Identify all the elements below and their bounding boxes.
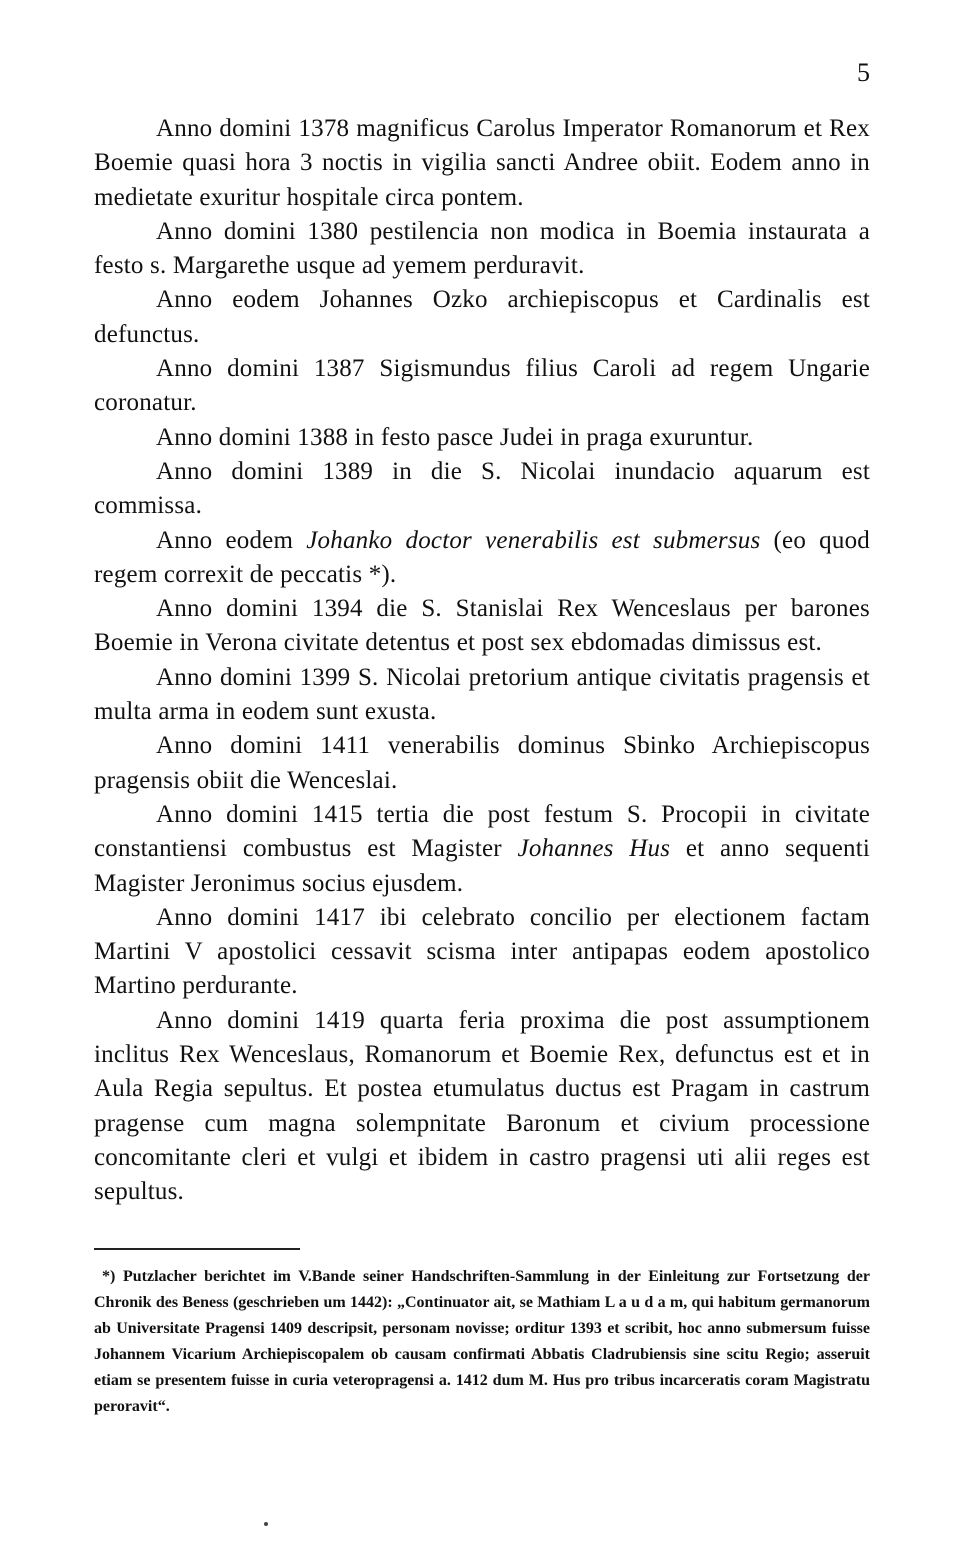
entry-1419: Anno domini 1419 quarta feria proxima die post assumptionem inclitus Rex Wenceslaus, Romanorum et Boemie Rex, defunctus est et in Aula Regia sepultus. Et postea etumulatus ductus est Pragam in castrum pragense cum magna solempnitate Baronum et civium processione concomitante cleri et vulgi et ibidem in castro pragensi uti alii reges est sepultus. xyxy=(94,1006,870,1206)
footnote: *) Putzlacher berichtet im V.Bande seiner Handschriften-Sammlung in der Einleitung zur Fortsetzung der Chronik des Beness (geschrieben um 1442): „Continuator ait, se Mathiam L a u d a m, qui habitum germanorum ab Universitate Pragensi 1409 descripsit, personam novisse; orditur 1393 et scribit, hoc anno submersum fuisse Johannem Vicarium Archiepiscopalem ob causam confirmati Abbatis Cladrubiensis sine scitu Regio; asseruit etiam se presentem fuisse in curia veteropragensi a. 1412 dum M. Hus pro tribus incarceratis coram Magistratu peroravit“. xyxy=(94,1268,870,1415)
entry-1380: Anno domini 1380 pestilencia non modica in Boemia instaurata a festo s. Margarethe usque ad yemem perduravit. xyxy=(94,217,870,280)
entry-ozko: Anno eodem Johannes Ozko archiepiscopus et Cardinalis est defunctus. xyxy=(94,286,870,348)
entry-johanko-italic: Johanko doctor venerabilis est submersus xyxy=(306,526,761,554)
entry-johanko-before: Anno eodem xyxy=(156,526,307,554)
entry-1417: Anno domini 1417 ibi celebrato concilio per electionem factam Martini V apostolici cessavit scisma inter antipapas eodem apostolico Martino perdurante. xyxy=(94,903,870,1000)
print-speck xyxy=(264,1522,268,1526)
entry-1394: Anno domini 1394 die S. Stanislai Rex Wenceslaus per barones Boemie in Verona civitate detentus et post sex ebdomadas dimissus est. xyxy=(94,595,870,657)
entry-johanko xyxy=(94,524,870,593)
footnote-divider xyxy=(94,1248,300,1250)
entry-1415-after: et anno sequenti Magister Jeronimus socius ejusdem. xyxy=(94,835,870,897)
entry-johanko-after: (eo quod regem correxit de peccatis *). xyxy=(94,526,870,588)
entry-1415-italic: Johannes Hus xyxy=(517,835,671,863)
entry-1415-before: Anno domini 1415 tertia die post festum S. Procopii in civitate constantiensi combustus est Magister xyxy=(94,800,870,863)
entry-1411: Anno domini 1411 venerabilis dominus Sbinko Archiepiscopus pragensis obiit die Wenceslai. xyxy=(94,732,870,794)
chronicle-text xyxy=(94,112,870,1210)
page-number: 5 xyxy=(857,58,870,87)
entry-1388: Anno domini 1388 in festo pasce Judei in praga exuruntur. xyxy=(156,423,754,451)
entry-1415 xyxy=(94,798,870,901)
entry-1399: Anno domini 1399 S. Nicolai pretorium antique civitatis pragensis et multa arma in eodem sunt exusta. xyxy=(94,663,870,726)
entry-1389: Anno domini 1389 in die S. Nicolai inundacio aquarum est commissa. xyxy=(94,457,870,520)
entry-1378: Anno domini 1378 magnificus Carolus Imperator Romanorum et Rex Boemie quasi hora 3 noctis in vigilia sancti Andree obiit. Eodem anno in medietate exuritur hospitale circa pontem. xyxy=(94,115,870,211)
entry-1387: Anno domini 1387 Sigismundus filius Caroli ad regem Ungarie coronatur. xyxy=(94,355,870,417)
